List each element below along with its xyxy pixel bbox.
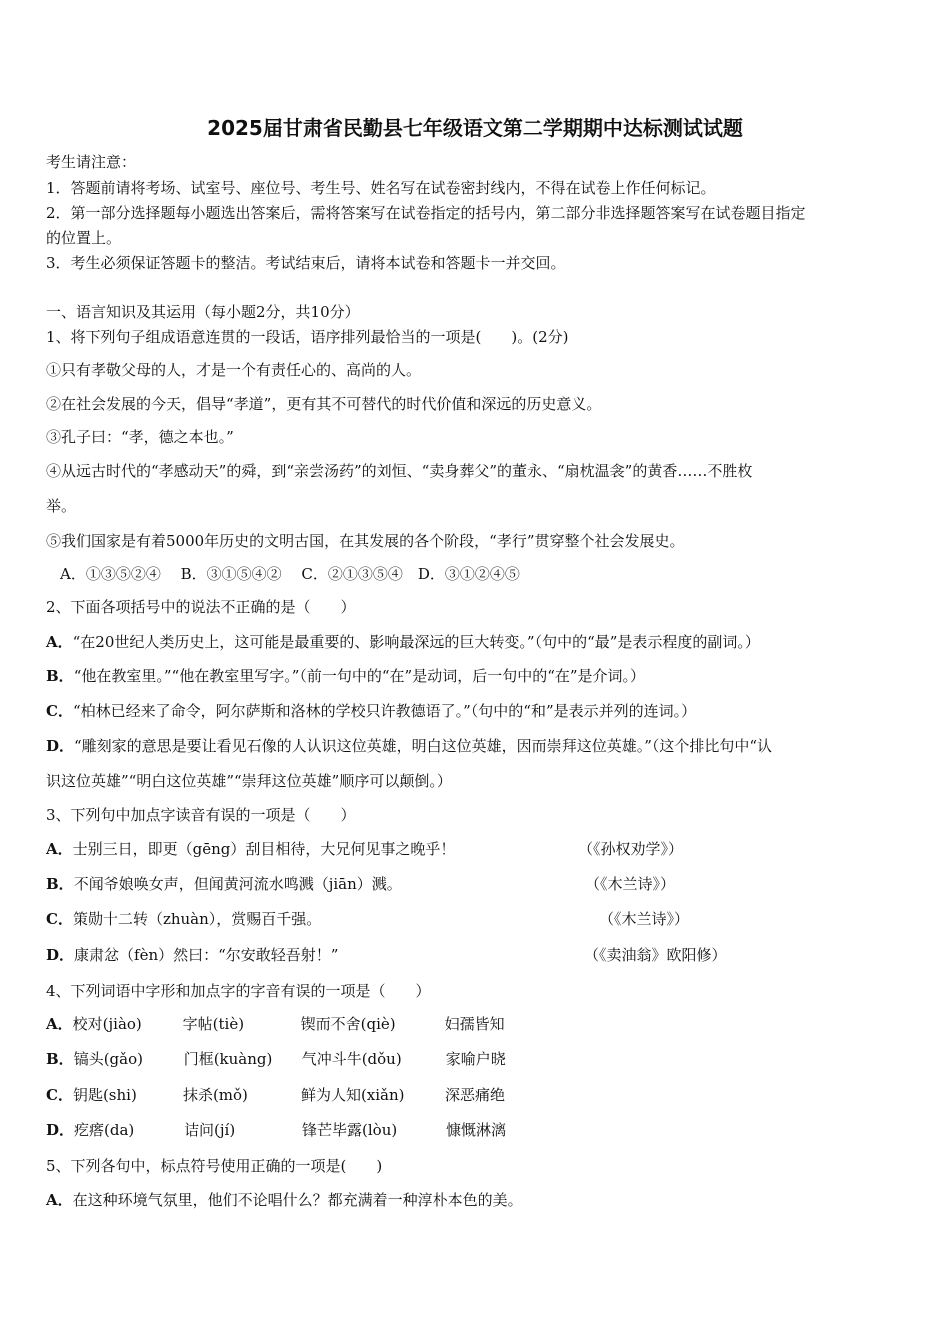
word-cell: 抹杀(mǒ): [182, 1086, 248, 1104]
option-label: A．: [46, 633, 73, 651]
option-source: （《木兰诗》）: [599, 910, 690, 928]
option-label: C．: [46, 1086, 73, 1104]
word-row: [46, 1014, 505, 1034]
question-stem: 1、将下列句子组成语意连贯的一段话，语序排列最恰当的一项是( )。(2分): [46, 328, 569, 346]
word-cell: 气冲斗牛(dǒu): [301, 1050, 402, 1068]
word-cell: 门框(kuàng): [183, 1050, 273, 1068]
sentence-line: 举。: [46, 497, 77, 515]
option-line: [46, 736, 772, 756]
option-source: （《卖油翁》欧阳修）: [584, 946, 727, 964]
option-label: D．: [46, 1121, 75, 1139]
question-stem: 5、下列各句中，标点符号使用正确的一项是( ): [46, 1157, 383, 1175]
option-line: [46, 632, 760, 652]
word-cell: 疙瘩(da): [74, 1121, 135, 1139]
word-cell: 锋芒毕露(lòu): [302, 1121, 398, 1139]
option-label: D．: [46, 737, 75, 755]
word-row: [46, 1120, 506, 1140]
option-source: （《木兰诗》）: [585, 875, 676, 893]
word-cell: 家喻户晓: [445, 1050, 506, 1068]
option-line: [46, 666, 645, 686]
word-cell: 诘问(jí): [184, 1121, 236, 1139]
sentence-line: ⑤我们国家是有着5000年历史的文明古国，在其发展的各个阶段，“孝行”贯穿整个社会发展史。: [46, 532, 685, 550]
option-line: [46, 839, 455, 859]
option-text: “在20世纪人类历史上，这可能是最重要的、影响最深远的巨大转变。”（句中的“最”是表示程度的副词。）: [72, 633, 760, 651]
word-cell: 慷慨淋漓: [446, 1121, 507, 1139]
option-text: “他在教室里。”“他在教室里写字。”（前一句中的“在”是动词，后一句中的“在”是介词。）: [73, 667, 646, 685]
option-line: [46, 701, 696, 721]
option-source: （《孙权劝学》）: [578, 840, 684, 858]
notice-item: 3．考生必须保证答题卡的整洁。考试结束后，请将本试卷和答题卡一并交回。: [46, 254, 566, 272]
option-label: B．: [46, 1050, 74, 1068]
question-stem: 2、下面各项括号中的说法不正确的是（ ）: [46, 598, 356, 616]
option-line: [46, 874, 402, 894]
word-cell: 锲而不舍(qiè): [300, 1015, 396, 1033]
option-text: “雕刻家的意思是要让看见石像的人认识这位英雄，明白这位英雄，因而崇拜这位英雄。”（这个排比句中“认: [74, 737, 773, 755]
option-label: C．: [46, 702, 73, 720]
option-label: A．: [46, 1191, 73, 1209]
word-cell: 镐头(gǎo): [73, 1050, 143, 1068]
answer-options: A．①③⑤②④ B．③①⑤④② C．②①③⑤④ D．③①②④⑤: [60, 565, 520, 583]
word-cell: 鲜为人知(xiǎn): [300, 1086, 405, 1104]
word-cell: 校对(jiào): [72, 1015, 142, 1033]
option-line: [46, 909, 321, 929]
option-label: A．: [46, 840, 73, 858]
section-heading: 一、语言知识及其运用（每小题2分，共10分）: [46, 303, 360, 321]
option-text: 策勋十二转（zhuàn），赏赐百千强。: [72, 910, 322, 928]
notice-heading: 考生请注意：: [46, 153, 137, 171]
question-stem: 3、下列句中加点字读音有误的一项是（ ）: [46, 806, 356, 824]
page-title: 2025届甘肃省民勤县七年级语文第二学期期中达标测试试题: [207, 116, 743, 140]
option-label: B．: [46, 667, 74, 685]
option-line: [46, 1190, 523, 1210]
word-cell: 钥匙(shi): [72, 1086, 137, 1104]
option-line: [46, 945, 338, 965]
option-text: 士别三日，即更（gēng）刮目相待，大兄何见事之晚乎！: [72, 840, 456, 858]
word-row: [46, 1049, 506, 1069]
sentence-line: ②在社会发展的今天，倡导“孝道”，更有其不可替代的时代价值和深远的历史意义。: [46, 395, 602, 413]
sentence-line: ③孔子曰：“孝，德之本也。”: [46, 428, 234, 446]
option-text: 在这种环境气氛里，他们不论唱什么？都充满着一种淳朴本色的美。: [72, 1191, 523, 1209]
notice-item: 的位置上。: [46, 229, 122, 247]
word-cell: 深恶痛绝: [444, 1086, 505, 1104]
word-row: [46, 1085, 505, 1105]
notice-item: 2．第一部分选择题每小题选出答案后，需将答案写在试卷指定的括号内，第二部分非选择题答案写在试卷题目指定: [46, 204, 806, 222]
option-label: D．: [46, 946, 75, 964]
option-label: B．: [46, 875, 74, 893]
sentence-line: ④从远古时代的“孝感动天”的舜，到“亲尝汤药”的刘恒、“卖身葬父”的董永、“扇枕温衾”的黄香……不胜枚: [46, 462, 753, 480]
sentence-line: ①只有孝敬父母的人，才是一个有责任心的、高尚的人。: [46, 361, 422, 379]
option-text: 不闻爷娘唤女声，但闻黄河流水鸣溅（jiān）溅。: [73, 875, 402, 893]
option-text: 康肃忿（fèn）然曰：“尔安敢轻吾射！”: [74, 946, 339, 964]
notice-item: 1．答题前请将考场、试室号、座位号、考生号、姓名写在试卷密封线内，不得在试卷上作任何标记。: [46, 179, 716, 197]
word-cell: 字帖(tiè): [182, 1015, 245, 1033]
option-label: A．: [46, 1015, 73, 1033]
option-text: “柏林已经来了命令，阿尔萨斯和洛林的学校只许教德语了。”（句中的“和”是表示并列的连词。）: [72, 702, 697, 720]
question-stem: 4、下列词语中字形和加点字的字音有误的一项是（ ）: [46, 982, 431, 1000]
option-label: C．: [46, 910, 73, 928]
option-continuation: 识这位英雄”“明白这位英雄”“崇拜这位英雄”顺序可以颠倒。）: [46, 772, 452, 790]
word-cell: 妇孺皆知: [444, 1015, 505, 1033]
